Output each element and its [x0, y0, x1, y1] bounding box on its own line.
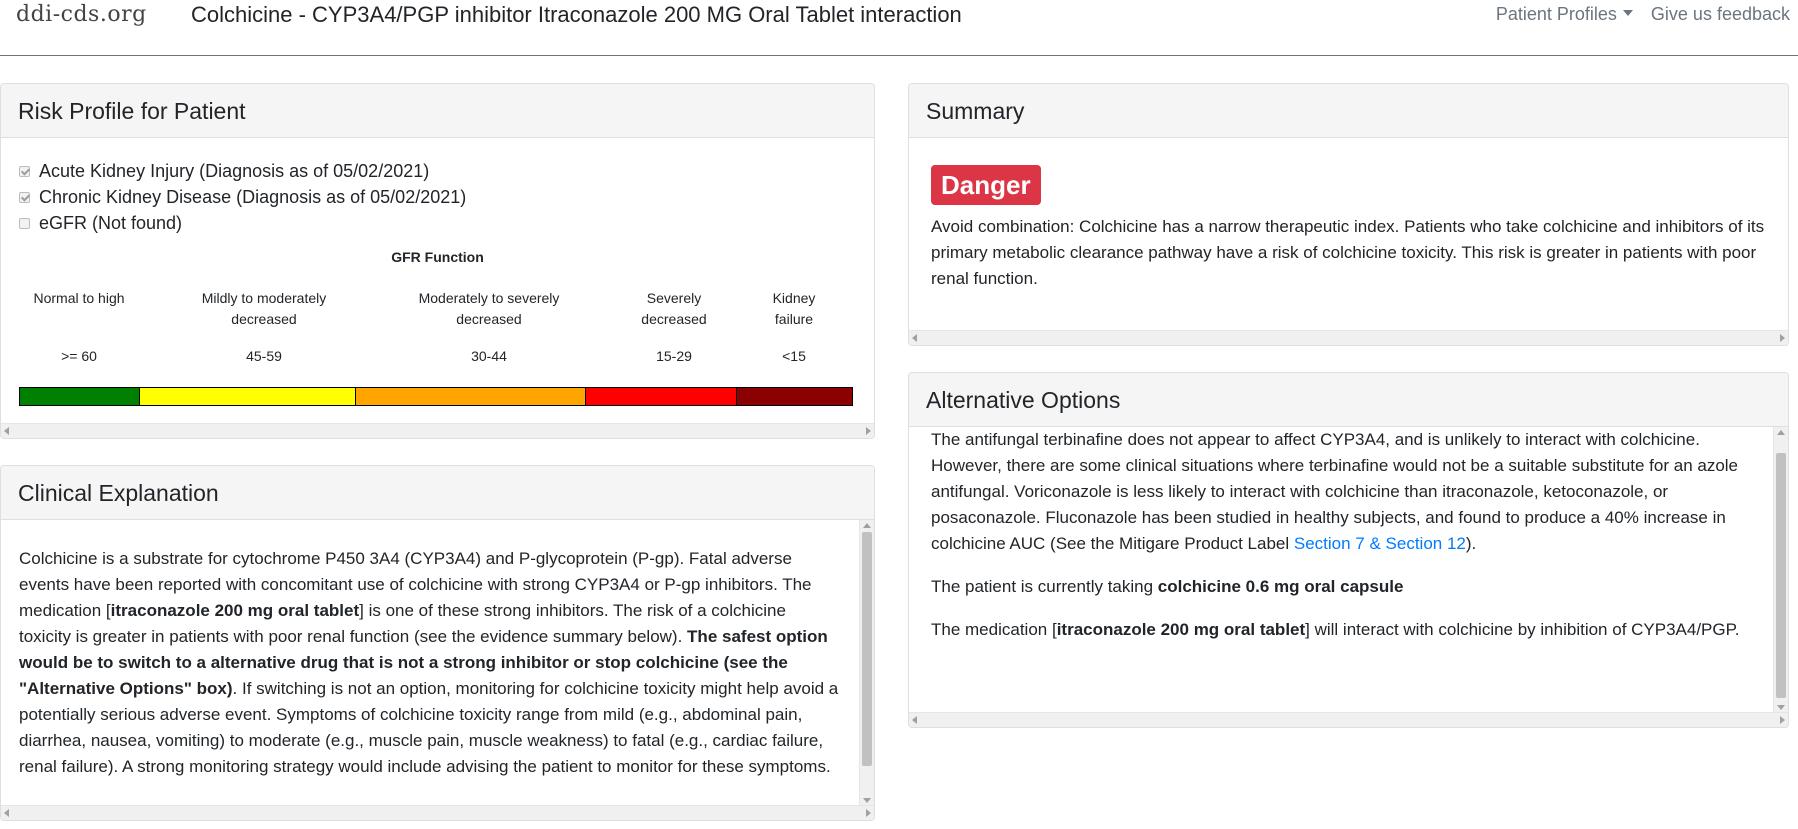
patient-profiles-dropdown[interactable]: [1496, 4, 1633, 25]
scrollbar-thumb[interactable]: [1776, 453, 1786, 698]
scroll-left-icon[interactable]: [912, 716, 917, 724]
scroll-up-icon[interactable]: [1777, 430, 1785, 435]
alternative-options-text: [931, 427, 1761, 643]
gfr-segment-failure: [737, 388, 852, 405]
gfr-stage-range: <15: [782, 348, 806, 364]
condition-label: eGFR (Not found): [39, 212, 183, 233]
gfr-segment-severe: [586, 388, 737, 405]
clinical-explanation-text: [19, 546, 841, 780]
risk-profile-card: [0, 83, 875, 439]
page-title: Colchicine - CYP3A4/PGP inhibitor Itraconazole 200 MG Oral Tablet interaction: [191, 2, 962, 27]
gfr-stage-range: 45-59: [246, 348, 282, 364]
checkbox-chronic-kidney-disease[interactable]: [19, 192, 30, 203]
scrollbar-thumb[interactable]: [862, 532, 872, 766]
clinical-text-part: ] is one of these strong inhibitors. The risk of a colchicine toxicity is greater in patients with poor renal function (see the evidence summary below).: [19, 601, 786, 646]
scroll-left-icon[interactable]: [912, 334, 917, 342]
summary-text: Avoid combination: Colchicine has a narrow therapeutic index. Patients who take colchicine and inhibitors of its primary metabolic clearance pathway have a risk of colchicine toxicity. This risk is greater in patients with poor renal function.: [931, 217, 1765, 288]
gfr-stage-label: Mildly to moderately decreased: [201, 290, 327, 327]
horizontal-scrollbar[interactable]: [1, 805, 874, 820]
alternative-text-part: The antifungal terbinafine does not appear to affect CYP3A4, and is unlikely to interact with colchicine. However, there are some clinical situations where terbinafine would not be a suitable substitute for an azole antifungal. Voriconazole is less likely to interact with colchicine than itraconazole, ketoconazole, or posaconazole. Fluconazole has been studied in healthy subjects, and found to produce a 40% increase in colchicine AUC (See the Mitigare Product Label: [931, 430, 1739, 553]
condition-label: Acute Kidney Injury (Diagnosis as of 05/02/2021): [39, 160, 430, 181]
feedback-link[interactable]: Give us feedback: [1650, 4, 1790, 24]
summary-header: Summary: [909, 84, 1788, 138]
gfr-stage-range: 15-29: [656, 348, 692, 364]
vertical-scrollbar[interactable]: [859, 520, 874, 806]
gfr-title: GFR Function: [391, 249, 484, 265]
alternative-text-part: The patient is currently taking: [931, 577, 1158, 596]
gfr-stage-label: Normal to high: [33, 290, 125, 306]
alternative-text-part: The medication [: [931, 620, 1057, 639]
scroll-left-icon[interactable]: [4, 427, 9, 435]
clinical-text-part: . If switching is not an option, monitoring for colchicine toxicity might help avoid a potentially serious adverse event. Symptoms of colchicine toxicity range from mild (e.g., abdominal pain, diarrhea, nausea, vomiting) to moderate (e.g., muscle pain, muscle weakness) to fatal (e.g., cardiac failure, renal failure). A strong monitoring strategy would include advising the patient to monitor for these symptoms.: [19, 679, 839, 776]
scroll-right-icon[interactable]: [1780, 716, 1785, 724]
medication-name: itraconazole 200 mg oral tablet: [110, 601, 360, 620]
current-medication-paragraph: [931, 574, 1761, 600]
gfr-stage-range: >= 60: [61, 348, 97, 364]
interaction-paragraph: [931, 617, 1761, 643]
gfr-color-bar: [19, 387, 853, 406]
condition-acute-kidney-injury: [19, 158, 466, 184]
condition-chronic-kidney-disease: [19, 184, 466, 210]
gfr-segment-normal: [20, 388, 140, 405]
condition-egfr: [19, 210, 466, 236]
gfr-stage-label: Kidney failure: [772, 290, 816, 327]
patient-profiles-label: Patient Profiles: [1495, 4, 1617, 24]
gfr-stage-label: Moderately to severely decreased: [418, 290, 560, 327]
scroll-left-icon[interactable]: [4, 809, 9, 817]
medication-name: itraconazole 200 mg oral tablet: [1056, 620, 1306, 639]
clinical-explanation-card: [0, 465, 875, 821]
caret-down-icon: [1623, 10, 1633, 16]
alternative-text-part: ).: [1465, 534, 1477, 553]
vertical-scrollbar[interactable]: [1773, 427, 1788, 713]
alternative-paragraph: [931, 427, 1761, 557]
alternative-text-part: ] will interact with colchicine by inhibition of CYP3A4/PGP.: [1305, 620, 1740, 639]
checkbox-egfr[interactable]: [19, 218, 30, 229]
scroll-down-icon[interactable]: [1777, 705, 1785, 710]
clinical-recommendation: The safest option would be to switch to a alternative drug that is not a strong inhibitor or stop colchicine (see the "Alternative Options" box): [19, 627, 828, 698]
scroll-right-icon[interactable]: [866, 427, 871, 435]
risk-profile-header: Risk Profile for Patient: [1, 84, 874, 138]
navbar: [0, 0, 1798, 56]
brand-logo[interactable]: ddi-cds.org: [16, 2, 147, 27]
clinical-text-part: Colchicine is a substrate for cytochrome P450 3A4 (CYP3A4) and P-glycoprotein (P-gp). Fatal adverse events have been reported with concomitant use of colchicine with strong CYP3A4 or P-gp inhibitors. The medication [: [19, 549, 812, 620]
danger-badge: Danger: [931, 165, 1041, 205]
scroll-up-icon[interactable]: [863, 523, 871, 528]
mitigare-label-link[interactable]: Section 7 & Section 12: [1293, 534, 1466, 553]
alternative-options-header: Alternative Options: [909, 373, 1788, 427]
gfr-segment-moderate: [356, 388, 586, 405]
alternative-options-card: [908, 372, 1789, 728]
current-medication-name: colchicine 0.6 mg oral capsule: [1157, 577, 1404, 596]
scroll-right-icon[interactable]: [866, 809, 871, 817]
horizontal-scrollbar[interactable]: [1, 423, 874, 438]
horizontal-scrollbar[interactable]: [909, 712, 1788, 727]
gfr-stage-label: Severely decreased: [641, 290, 707, 327]
gfr-stage-range: 30-44: [471, 348, 507, 364]
clinical-explanation-header: Clinical Explanation: [1, 466, 874, 520]
scroll-down-icon[interactable]: [863, 798, 871, 803]
gfr-segment-mild: [140, 388, 356, 405]
scroll-right-icon[interactable]: [1780, 334, 1785, 342]
summary-card: [908, 83, 1789, 346]
checkbox-acute-kidney-injury[interactable]: [19, 166, 30, 177]
horizontal-scrollbar[interactable]: [909, 330, 1788, 345]
condition-label: Chronic Kidney Disease (Diagnosis as of 05/02/2021): [39, 186, 467, 207]
